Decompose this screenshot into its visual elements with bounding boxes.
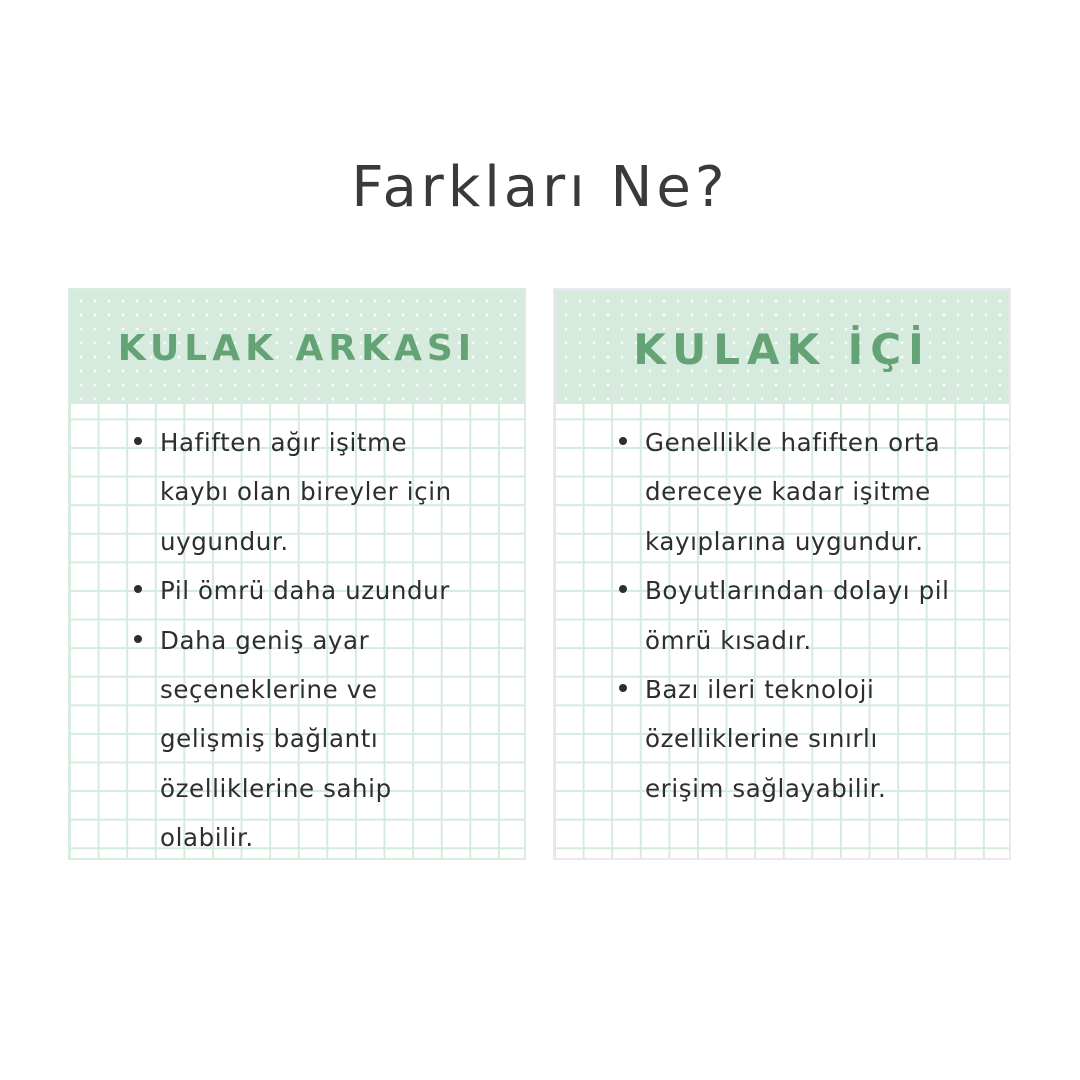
bullet-icon [619,437,627,445]
list-item-line: kaybı olan bireyler için [160,477,452,507]
list-item-line: Hafiften ağır işitme [160,428,408,457]
list-item-line: Pil ömrü daha uzundur [160,576,450,606]
list-item-line: Daha geniş ayar [160,625,370,655]
list-item [645,566,1011,665]
feature-list [555,418,1011,813]
bullet-icon [134,437,142,445]
bullet-icon [134,585,142,593]
card-kulak-arkasi [68,288,526,860]
list-item [645,665,1011,813]
list-item-line: Genellikle hafiften orta [645,428,941,457]
bullet-icon [619,585,627,593]
list-item-line: ömrü kısadır. [645,625,812,655]
card-heading: KULAK ARKASI [117,327,477,369]
list-item-line: özelliklerine sınırlı [645,724,878,754]
list-item-line: seçeneklerine ve [160,675,378,705]
card-heading: KULAK İÇİ [633,324,931,374]
list-item-line: uygundur. [160,526,289,556]
list-item-line: Boyutlarından dolayı pil [645,576,950,606]
list-item-line: Bazı ileri teknoloji [645,675,875,705]
list-item-line: erişim sağlayabilir. [645,773,887,803]
list-item-line: olabilir. [160,823,254,853]
page-title: Farkları Ne? [351,155,729,220]
list-item [160,418,526,566]
bullet-icon [619,684,627,692]
feature-list [70,418,526,860]
card-header [555,290,1009,404]
list-item-line: özelliklerine sahip [160,773,392,803]
list-item [160,616,526,860]
bullet-icon [134,635,142,643]
card-header [70,290,524,404]
list-item [160,566,526,615]
list-item-line: kayıplarına uygundur. [645,526,924,556]
list-item-line: gelişmiş bağlantı [160,724,379,754]
card-kulak-ici [553,288,1011,860]
list-item-line: dereceye kadar işitme [645,477,931,507]
list-item [645,418,1011,566]
